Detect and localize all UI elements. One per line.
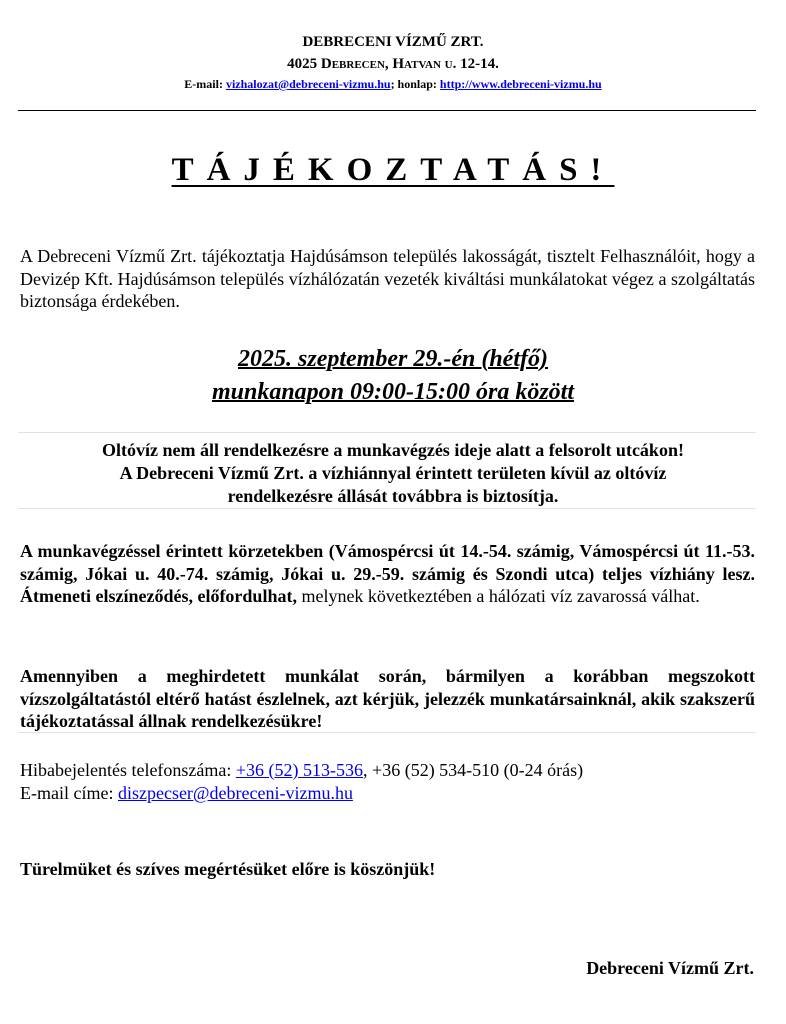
signature: Debreceni Vízmű Zrt. [586, 958, 754, 978]
affected-areas-bold: A munkavégzéssel érintett körzetekben (Vámospércsi út 14.-54. számig, Vámospércsi út 11.-53. számig, Jókai u. 40.-74. számig, Jókai u. 29.-59. számig és Szondi utca) teljes vízhiány lesz. Átmeneti elszíneződés, előfordulhat, [20, 541, 755, 606]
email-line [20, 782, 755, 805]
intro-paragraph: A Debreceni Vízmű Zrt. tájékoztatja Hajdúsámson település lakosságát, tisztelt Felhasználóit, hogy a Devizép Kft. Hajdúsámson település vízhálózatán vezeték kiváltási munkálatokat végez a szolgáltatás biztonsága érdekében. [20, 246, 755, 311]
phone-link[interactable]: +36 (52) 513-536 [235, 760, 364, 780]
notice-line-3: rendelkezésre állását továbbra is biztosítja. [227, 486, 559, 506]
header-divider [18, 110, 756, 111]
page-title: TÁJÉKOZTATÁS! [171, 152, 615, 188]
header-web-link[interactable]: http://www.debreceni-vizmu.hu [439, 77, 602, 91]
notice-line-2: A Debreceni Vízmű Zrt. a vízhiánnyal érintett területen kívül az oltóvíz [119, 463, 667, 483]
contact-block [20, 759, 755, 804]
separator-top [18, 432, 756, 433]
phone-label: Hibabejelentés telefonszáma: [20, 760, 236, 780]
affected-areas-normal: melynek következtében a hálózati víz zavarossá válhat. [296, 586, 700, 606]
company-name: DEBRECENI VÍZMŰ ZRT. [302, 34, 484, 50]
affected-areas-paragraph [20, 540, 755, 608]
phone-line [20, 759, 755, 782]
work-time: munkanapon 09:00-15:00 óra között [211, 379, 575, 405]
address-text: 4025 Debrecen, Hatvan u. 12-14. [287, 56, 499, 72]
email-label: E-mail: [184, 77, 223, 91]
header-email-link[interactable]: vizhalozat@debreceni-vizmu.hu [225, 77, 391, 91]
web-label: ; honlap: [390, 77, 437, 91]
fire-water-notice [0, 439, 786, 508]
separator-bottom [18, 508, 756, 509]
phone-secondary: , +36 (52) 534-510 (0-24 órás) [363, 760, 584, 780]
request-paragraph: Amennyiben a meghirdetett munkálat során, bármilyen a korábban megszokott vízszolgáltatástól eltérő hatást észlelnek, azt kérjük, jelezzék munkatársainknál, akik szakszerű tájékoztatással állnak rendelkezésükre! [20, 666, 755, 731]
thanks-line: Türelmüket és szíves megértésüket előre is köszönjük! [20, 859, 436, 879]
separator-contact [18, 732, 756, 733]
contact-header [0, 77, 786, 92]
company-address [0, 56, 786, 73]
notice-line-1: Oltóvíz nem áll rendelkezésre a munkavégzés ideje alatt a felsorolt utcákon! [102, 440, 684, 460]
work-date: 2025. szeptember 29.-én (hétfő) [238, 346, 548, 372]
dispatcher-email-link[interactable]: diszpecser@debreceni-vizmu.hu [117, 782, 353, 803]
email-label: E-mail címe: [20, 782, 118, 803]
